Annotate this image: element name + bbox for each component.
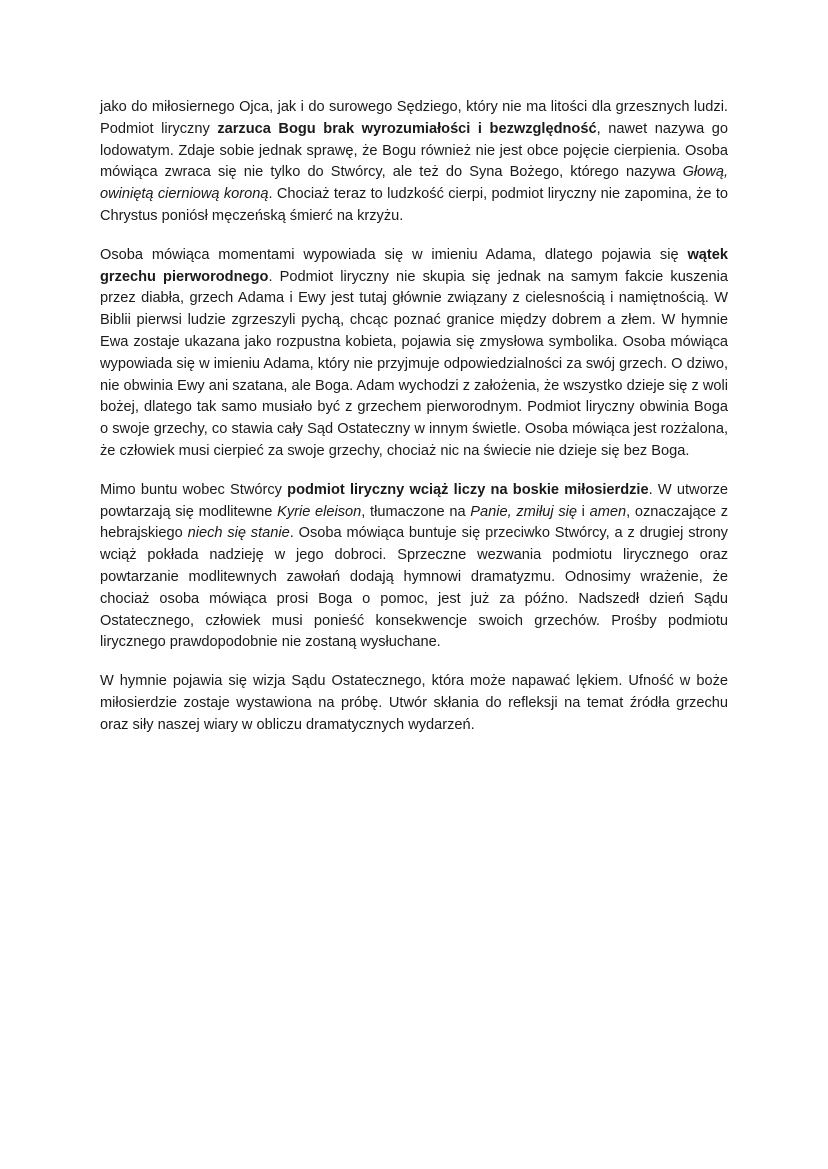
- text-run: , oznaczające z hebrajskiego: [100, 503, 728, 542]
- italic-text-run: Głową, owiniętą cierniową koroną: [100, 164, 728, 203]
- paragraph-2: [100, 245, 728, 463]
- italic-text-run: amen: [589, 503, 627, 520]
- paragraph-1: [100, 97, 728, 228]
- text-run: , nawet nazywa go lodowatym. Zdaje sobie jednak sprawę, że Bogu również nie jest obce pojęcie cierpienia. Osoba mówiąca zwraca się nie tylko do Stwórcy, ale też do Syna Bożego, którego nazywa: [100, 120, 728, 181]
- text-run: Mimo buntu wobec Stwórcy: [100, 481, 288, 498]
- text-run: i: [577, 503, 590, 520]
- text-run: . Podmiot liryczny nie skupia się jednak na samym fakcie kuszenia przez diabła, grzech Adama i Ewy jest tutaj głównie związany z cielesnością i namiętnością. W Biblii pierwsi ludzie zgrzeszyli pychą, chcąc poznać granice między dobrem a złem. W hymnie Ewa zostaje ukazana jako rozpustna kobieta, pojawia się zmysłowa symbolika. Osoba mówiąca wypowiada się w imieniu Adama, który nie przyjmuje odpowiedzialności za swój grzech. O dziwo, nie obwinia Ewy ani szatana, ale Boga. Adam wychodzi z założenia, że wszystko dzieje się z woli bożej, dlatego tak samo musiało być z grzechem pierworodnym. Podmiot liryczny obwinia Boga o swoje grzechy, co stawia cały Sąd Ostateczny w innym świetle. Osoba mówiąca jest rozżalona, że człowiek musi cierpieć za swoje grzechy, chociaż nic na świecie nie dzieje się bez Boga.: [100, 268, 728, 459]
- text-run: Osoba mówiąca momentami wypowiada się w imieniu Adama, dlatego pojawia się: [100, 246, 688, 263]
- text-run: . W utworze powtarzają się modlitewne: [100, 481, 728, 520]
- document-page: [100, 97, 728, 754]
- text-run: . Osoba mówiąca buntuje się przeciwko Stwórcy, a z drugiej strony wciąż pokłada nadzieję w jego dobroci. Sprzeczne wezwania podmiotu lirycznego oraz powtarzanie modlitewnych zawołań dodają hymnowi dramatyzmu. Odnosimy wrażenie, że chociaż osoba mówiąca prosi Boga o pomoc, jest już za późno. Nadszedł dzień Sądu Ostatecznego, człowiek musi ponieść konsekwencje swoich grzechów. Prośby podmiotu lirycznego prawdopodobnie nie zostaną wysłuchane.: [100, 525, 728, 651]
- italic-text-run: Panie, zmiłuj się: [470, 503, 577, 520]
- italic-text-run: Kyrie eleison: [277, 503, 362, 520]
- bold-text-run: podmiot liryczny wciąż liczy na boskie miłosierdzie: [287, 481, 649, 498]
- text-run: W hymnie pojawia się wizja Sądu Ostatecznego, która może napawać lękiem. Ufność w boże miłosierdzie zostaje wystawiona na próbę. Utwór skłania do refleksji na temat źródła grzechu oraz siły naszej wiary w obliczu dramatycznych wydarzeń.: [100, 673, 728, 733]
- text-run: , tłumaczone na: [361, 503, 471, 520]
- bold-text-run: wątek grzechu pierworodnego: [100, 246, 728, 285]
- paragraph-4: [100, 671, 728, 736]
- text-run: . Chociaż teraz to ludzkość cierpi, podmiot liryczny nie zapomina, że to Chrystus poniósł męczeńską śmierć na krzyżu.: [100, 186, 728, 224]
- italic-text-run: niech się stanie: [187, 525, 290, 542]
- text-run: jako do miłosiernego Ojca, jak i do surowego Sędziego, który nie ma litości dla grzesznych ludzi. Podmiot liryczny: [100, 99, 728, 137]
- bold-text-run: zarzuca Bogu brak wyrozumiałości i bezwzględność: [217, 120, 597, 137]
- paragraph-3: [100, 480, 728, 654]
